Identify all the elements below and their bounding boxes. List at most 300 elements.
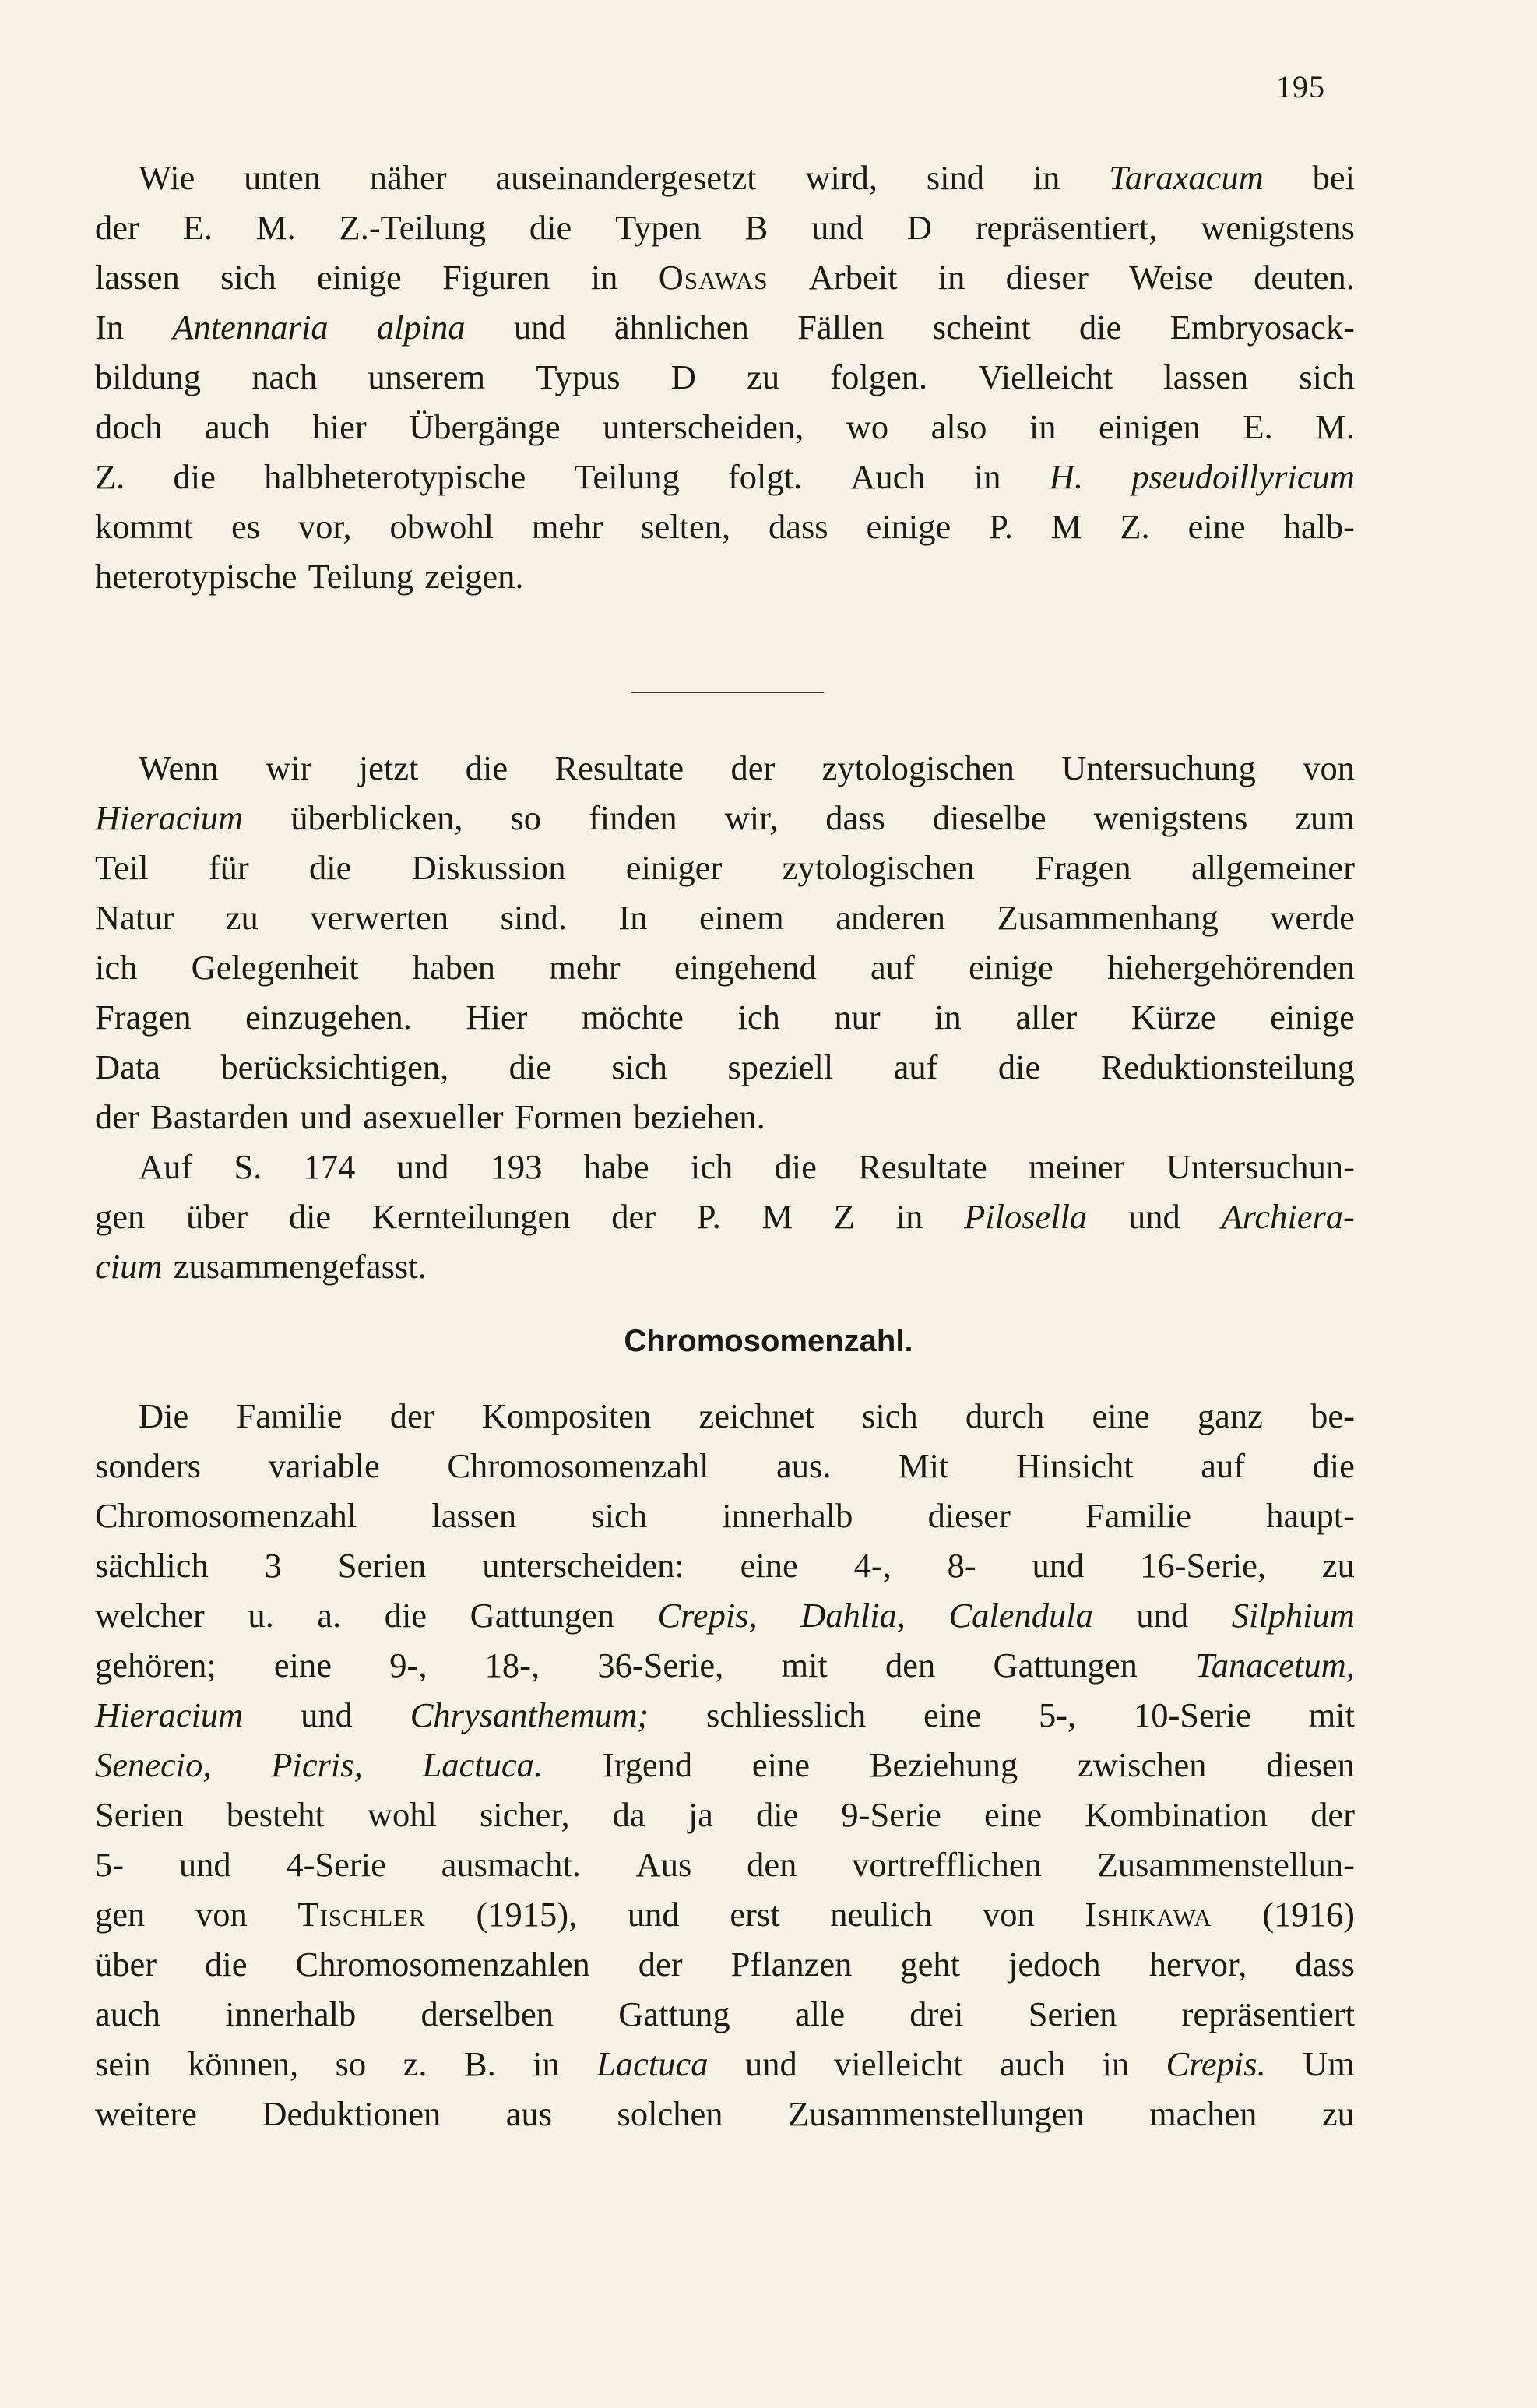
- word: welcher: [95, 1596, 205, 1635]
- word: D: [906, 208, 932, 247]
- word: so: [510, 798, 541, 837]
- word: aus: [505, 2094, 553, 2133]
- word: Wie: [139, 158, 195, 197]
- word: solchen: [617, 2094, 723, 2133]
- word: gen: [95, 1197, 146, 1236]
- word: lassen: [1163, 357, 1249, 396]
- word: Deduktionen: [262, 2094, 441, 2133]
- word: Auf: [139, 1147, 193, 1186]
- word: meiner: [1028, 1147, 1125, 1186]
- word: von: [1303, 748, 1355, 787]
- word: Reduktionsteilung: [1100, 1047, 1355, 1086]
- word: Serien: [337, 1546, 427, 1585]
- word: die: [774, 1147, 817, 1186]
- word: unserem: [368, 357, 486, 396]
- word: Archiera-: [1221, 1197, 1355, 1236]
- word: lassen: [431, 1496, 517, 1535]
- text-line: [95, 1241, 1355, 1291]
- word: Hieracium: [95, 1695, 244, 1734]
- word: erst: [730, 1895, 780, 1934]
- word: werde: [1270, 898, 1355, 937]
- word: der: [611, 1197, 656, 1236]
- word: Diskussion: [411, 848, 566, 887]
- word: einigen: [1098, 407, 1201, 446]
- word: eine: [751, 1745, 811, 1784]
- text-line: [95, 1989, 1355, 2039]
- word: der: [389, 1396, 434, 1435]
- word: beziehen.: [633, 1097, 765, 1136]
- word: (1916): [1262, 1895, 1355, 1934]
- word: vor,: [297, 507, 352, 546]
- word: auf: [870, 948, 915, 987]
- word: Chromosomenzahlen: [295, 1945, 590, 1984]
- word: aller: [1015, 998, 1078, 1037]
- word: M: [1050, 507, 1082, 546]
- word: innerhalb: [722, 1496, 853, 1535]
- word: die: [997, 1047, 1041, 1086]
- word: M.: [255, 208, 296, 247]
- word: sein: [95, 2044, 151, 2083]
- word: einzugehen.: [245, 998, 412, 1037]
- word: Zusammenstellun-: [1096, 1845, 1355, 1884]
- word: Figuren: [442, 258, 550, 297]
- word: in: [1102, 2044, 1130, 2083]
- text-line: [95, 1640, 1355, 1690]
- word: da: [612, 1795, 645, 1834]
- word: in: [934, 998, 962, 1037]
- word: die: [309, 848, 352, 887]
- word: und: [1032, 1546, 1085, 1585]
- word: Tischler: [297, 1895, 426, 1934]
- text-line: [95, 992, 1355, 1042]
- word: können,: [188, 2044, 299, 2083]
- word: dass: [825, 798, 885, 837]
- text-line: [95, 402, 1355, 452]
- word: gehören;: [95, 1646, 216, 1685]
- word: eine: [984, 1795, 1043, 1834]
- word: P.: [989, 507, 1014, 546]
- word: unterscheiden:: [482, 1546, 684, 1585]
- word: verwerten: [310, 898, 449, 937]
- word: wird,: [805, 158, 878, 197]
- word: 4-Serie: [286, 1845, 386, 1884]
- word: hervor,: [1148, 1945, 1247, 1984]
- word: Fällen: [797, 308, 885, 347]
- word: E.: [1243, 407, 1273, 446]
- paragraph-hieracium-results: [95, 743, 1355, 1142]
- word: doch: [95, 407, 163, 446]
- word: Irgend: [602, 1745, 693, 1784]
- word: B.: [463, 2044, 496, 2083]
- word: jetzt: [358, 748, 419, 787]
- word: Crepis,: [657, 1596, 758, 1635]
- word: die: [384, 1596, 427, 1635]
- word: ähnlichen: [614, 308, 749, 347]
- word: Mit: [899, 1446, 949, 1485]
- word: vortrefflichen: [852, 1845, 1042, 1884]
- word: von: [982, 1895, 1035, 1934]
- word: den: [885, 1646, 936, 1685]
- word: und: [513, 308, 566, 347]
- word: Embryosack-: [1169, 308, 1355, 347]
- word: Taraxacum: [1109, 158, 1264, 197]
- text-line: [95, 1042, 1355, 1092]
- word: heterotypische: [95, 557, 297, 596]
- word: den: [747, 1845, 797, 1884]
- word: hier: [312, 407, 367, 446]
- text-line: [95, 892, 1355, 942]
- word: von: [195, 1895, 248, 1934]
- word: dieser: [1005, 258, 1089, 297]
- word: geht: [900, 1945, 960, 1984]
- word: Untersuchung: [1061, 748, 1256, 787]
- word: die: [465, 748, 508, 787]
- word: deuten.: [1254, 258, 1355, 297]
- word: speziell: [727, 1047, 834, 1086]
- word: In: [95, 308, 125, 347]
- word: zu: [1321, 2094, 1355, 2133]
- word: dieselbe: [932, 798, 1046, 837]
- word: Tanacetum,: [1195, 1646, 1355, 1685]
- word: habe: [583, 1147, 649, 1186]
- word: für: [208, 848, 249, 887]
- word: Die: [139, 1396, 189, 1435]
- word: die: [755, 1795, 799, 1834]
- word: die: [288, 1197, 332, 1236]
- word: variable: [268, 1446, 380, 1485]
- word: Bastarden: [150, 1097, 289, 1136]
- section-heading: Chromosomenzahl.: [624, 1324, 913, 1358]
- word: in: [1029, 407, 1057, 446]
- word: In: [618, 898, 648, 937]
- word: Antennaria: [172, 308, 329, 347]
- word: sind: [926, 158, 985, 197]
- word: zu: [747, 357, 780, 396]
- word: sicher,: [479, 1795, 570, 1834]
- word: und: [396, 1147, 449, 1186]
- word: einiger: [625, 848, 723, 887]
- word: lassen: [95, 258, 180, 297]
- word: eine: [273, 1646, 332, 1685]
- word: sich: [1299, 357, 1355, 396]
- word: eine: [1092, 1396, 1150, 1435]
- word: eingehend: [674, 948, 817, 987]
- word: anderen: [835, 898, 946, 937]
- word: Z.-Teilung: [339, 208, 486, 247]
- word: ausmacht.: [441, 1845, 581, 1884]
- word: Fragen: [95, 998, 192, 1037]
- text-line: [95, 793, 1355, 843]
- word: Übergänge: [409, 407, 561, 446]
- word: 36-Serie,: [597, 1646, 724, 1685]
- word: H.: [1049, 457, 1083, 496]
- word: eine: [923, 1695, 982, 1734]
- word: Typus: [536, 357, 621, 396]
- word: Hier: [466, 998, 528, 1037]
- word: Lactuca.: [422, 1745, 543, 1784]
- word: Resultate: [554, 748, 684, 787]
- word: mehr: [549, 948, 621, 987]
- word: drei: [909, 1994, 964, 2033]
- word: und: [1136, 1596, 1189, 1635]
- word: allgemeiner: [1191, 848, 1355, 887]
- word: Z: [833, 1197, 855, 1236]
- text-line: [95, 1839, 1355, 1889]
- word: 8-: [947, 1546, 976, 1585]
- word: dieser: [927, 1496, 1011, 1535]
- word: haupt-: [1266, 1496, 1355, 1535]
- word: halb-: [1283, 507, 1355, 546]
- word: möchte: [581, 998, 684, 1037]
- word: mit: [1308, 1695, 1355, 1734]
- word: mit: [781, 1646, 828, 1685]
- word: Kombination: [1085, 1795, 1268, 1834]
- word: obwohl: [389, 507, 494, 546]
- word: zytologischen: [821, 748, 1015, 787]
- word: eine: [740, 1546, 798, 1585]
- word: Lactuca: [596, 2044, 709, 2083]
- word: Serien: [1028, 1994, 1117, 2033]
- word: durch: [965, 1396, 1045, 1435]
- word: Hieracium: [95, 798, 244, 837]
- word: und: [1128, 1197, 1180, 1236]
- word: Teilung: [308, 557, 414, 596]
- word: sich: [862, 1396, 918, 1435]
- word: haben: [412, 948, 496, 987]
- text-line: [95, 2089, 1355, 2139]
- word: aus.: [776, 1446, 832, 1485]
- word: in: [533, 2044, 560, 2083]
- word: besteht: [226, 1795, 325, 1834]
- text-line: [95, 843, 1355, 892]
- word: einige: [317, 258, 402, 297]
- word: 4-,: [853, 1546, 892, 1585]
- word: zwischen: [1077, 1745, 1207, 1784]
- word: Gattungen: [993, 1646, 1138, 1685]
- word: Pilosella: [964, 1197, 1088, 1236]
- word: die: [173, 457, 216, 496]
- word: zu: [225, 898, 259, 937]
- word: der: [95, 208, 139, 247]
- word: der: [730, 748, 776, 787]
- word: und: [301, 1695, 353, 1734]
- text-line: [95, 252, 1355, 302]
- word: ich: [690, 1147, 733, 1186]
- word: zeigen.: [424, 557, 524, 596]
- word: Um: [1303, 2044, 1355, 2083]
- word: nach: [251, 357, 318, 396]
- text-line: [95, 502, 1355, 551]
- word: Teil: [95, 848, 149, 887]
- word: Chromosomenzahl: [447, 1446, 709, 1485]
- word: in: [1032, 158, 1060, 197]
- word: sind.: [500, 898, 567, 937]
- text-line: [95, 1690, 1355, 1740]
- word: diesen: [1266, 1745, 1355, 1784]
- text-line: [95, 1441, 1355, 1491]
- word: die: [1312, 1446, 1355, 1485]
- word: Auch: [850, 457, 926, 496]
- word: selten,: [641, 507, 731, 546]
- word: nur: [834, 998, 881, 1037]
- word: z.: [403, 2044, 427, 2083]
- text-line: [95, 743, 1355, 793]
- word: Gelegenheit: [191, 948, 359, 987]
- word: der: [638, 1945, 683, 1984]
- word: und: [300, 1097, 352, 1136]
- text-line: [95, 1142, 1355, 1192]
- word: Calendula: [948, 1596, 1093, 1635]
- word: Pflanzen: [730, 1945, 853, 1984]
- word: einem: [698, 898, 784, 937]
- word: auseinandergesetzt: [495, 158, 757, 197]
- word: Untersuchun-: [1166, 1147, 1355, 1186]
- word: 193: [490, 1147, 543, 1186]
- word: scheint: [932, 308, 1031, 347]
- word: so: [335, 2044, 367, 2083]
- text-line: [95, 352, 1355, 402]
- word: machen: [1149, 2094, 1257, 2133]
- word: E.: [182, 208, 213, 247]
- word: der: [1310, 1795, 1355, 1834]
- word: alpina: [376, 308, 466, 347]
- text-line: [95, 1192, 1355, 1241]
- word: M: [761, 1197, 793, 1236]
- word: überblicken,: [290, 798, 463, 837]
- word: Chromosomenzahl: [95, 1496, 357, 1535]
- word: auf: [1201, 1446, 1246, 1485]
- word: auch: [95, 1994, 161, 2033]
- word: berücksichtigen,: [220, 1047, 449, 1086]
- word: 18-,: [484, 1646, 540, 1685]
- word: Ishikawa: [1085, 1895, 1212, 1934]
- word: sächlich: [95, 1546, 209, 1585]
- word: derselben: [420, 1994, 554, 2033]
- page-number: 195: [1276, 69, 1325, 104]
- word: schliesslich: [706, 1695, 867, 1734]
- word: also: [930, 407, 987, 446]
- word: und: [178, 1845, 231, 1884]
- word: Natur: [95, 898, 174, 937]
- word: die: [508, 1047, 551, 1086]
- word: Kompositen: [481, 1396, 652, 1435]
- word: sonders: [95, 1446, 201, 1485]
- word: Kürze: [1131, 998, 1216, 1037]
- word: ja: [688, 1795, 713, 1834]
- word: weitere: [95, 2094, 197, 2133]
- word: P.: [696, 1197, 721, 1236]
- word: die: [1079, 308, 1122, 347]
- word: auch: [205, 407, 271, 446]
- word: ich: [737, 998, 780, 1037]
- word: Zusammenhang: [997, 898, 1219, 937]
- word: Gattung: [618, 1994, 730, 2033]
- word: und: [811, 208, 863, 247]
- word: näher: [369, 158, 447, 197]
- word: dass: [1295, 1945, 1355, 1984]
- word: einige: [866, 507, 951, 546]
- word: D: [670, 357, 696, 396]
- word: bei: [1312, 158, 1355, 197]
- word: Wenn: [139, 748, 219, 787]
- word: folgt.: [727, 457, 803, 496]
- word: in: [895, 1197, 923, 1236]
- word: über: [95, 1945, 157, 1984]
- word: in: [973, 457, 1001, 496]
- word: wenigstens: [1201, 208, 1355, 247]
- text-line: [95, 202, 1355, 252]
- word: Resultate: [858, 1147, 987, 1186]
- word: Data: [95, 1047, 161, 1086]
- word: sich: [220, 258, 276, 297]
- word: ganz: [1197, 1396, 1263, 1435]
- word: u.: [248, 1596, 274, 1635]
- word: Aus: [635, 1845, 692, 1884]
- word: asexueller: [363, 1097, 504, 1136]
- word: Hinsicht: [1015, 1446, 1134, 1485]
- text-line: [95, 452, 1355, 502]
- word: a.: [317, 1596, 342, 1635]
- word: halbheterotypische: [264, 457, 526, 496]
- word: und: [627, 1895, 680, 1934]
- word: S.: [234, 1147, 262, 1186]
- text-line: [95, 551, 1355, 601]
- word: wohl: [367, 1795, 437, 1834]
- word: unterscheiden,: [603, 407, 804, 446]
- word: Z.: [1120, 507, 1150, 546]
- text-line: [95, 1889, 1355, 1939]
- word: Fragen: [1035, 848, 1131, 887]
- word: kommt: [95, 507, 194, 546]
- section-divider: [631, 692, 824, 693]
- word: neulich: [830, 1895, 933, 1934]
- word: vielleicht: [834, 2044, 963, 2083]
- word: 5-,: [1038, 1695, 1077, 1734]
- word: Kernteilungen: [371, 1197, 571, 1236]
- word: wir,: [724, 798, 779, 837]
- word: wir: [266, 748, 312, 787]
- word: zeichnet: [698, 1396, 814, 1435]
- word: Silphium: [1231, 1596, 1355, 1635]
- word: (1915),: [476, 1895, 578, 1934]
- word: wenigstens: [1093, 798, 1248, 837]
- text-line: [95, 1939, 1355, 1989]
- word: 174: [303, 1147, 356, 1186]
- word: Formen: [514, 1097, 623, 1136]
- word: 9-,: [389, 1646, 427, 1685]
- word: Z.: [95, 457, 125, 496]
- word: repräsentiert: [1181, 1994, 1355, 2033]
- word: die: [205, 1945, 248, 1984]
- word: Serien: [95, 1795, 184, 1834]
- word: Crepis.: [1166, 2044, 1266, 2083]
- word: auch: [1000, 2044, 1066, 2083]
- word: Senecio,: [95, 1745, 212, 1784]
- word: Beziehung: [869, 1745, 1018, 1784]
- word: finden: [588, 798, 677, 837]
- word: cium: [95, 1247, 163, 1286]
- text-line: [95, 1391, 1355, 1441]
- word: einige: [1270, 998, 1355, 1037]
- paragraph-chromosomenzahl: [95, 1391, 1355, 2139]
- word: 9-Serie: [841, 1795, 941, 1834]
- text-line: [95, 1590, 1355, 1640]
- word: auf: [893, 1047, 938, 1086]
- word: jedoch: [1008, 1945, 1101, 1984]
- text-line: [95, 1540, 1355, 1590]
- word: ich: [95, 948, 138, 987]
- text-line: [95, 942, 1355, 992]
